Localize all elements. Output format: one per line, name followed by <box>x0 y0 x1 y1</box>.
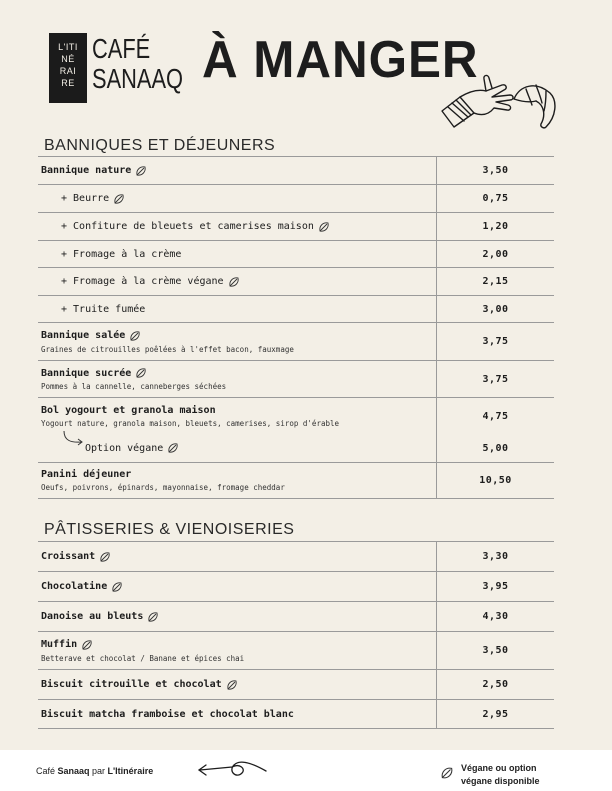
item-name-wrap <box>41 221 436 233</box>
cafe-brand-name <box>92 34 183 94</box>
menu-row <box>38 156 554 184</box>
menu-row <box>38 669 554 699</box>
item-name: Muffin <box>41 639 78 650</box>
item-name: Bannique salée <box>41 330 126 341</box>
item-name: Panini déjeuner <box>41 469 132 480</box>
item-name: Option végane <box>85 442 164 454</box>
leaf-icon <box>99 551 111 563</box>
brand-line-2: SANAAQ <box>92 63 184 94</box>
menu-row <box>38 397 554 434</box>
menu-row <box>38 360 554 397</box>
menu-row <box>38 699 554 729</box>
menu-row <box>38 601 554 631</box>
item-name-wrap <box>41 304 436 315</box>
logo-line: RE <box>61 78 75 88</box>
vegan-legend <box>461 762 540 788</box>
item-name: + Truite fumée <box>61 303 146 315</box>
item-name: Biscuit matcha framboise et chocolat blanc <box>41 708 294 720</box>
menu-row <box>38 631 554 669</box>
item-description: Pommes à la cannelle, canneberges séchées <box>41 382 227 391</box>
hand-croissant-illustration <box>440 55 560 135</box>
menu-row <box>38 462 554 499</box>
item-price: 4,75 <box>436 398 554 434</box>
item-name: + Beurre <box>61 193 110 204</box>
item-description: Betterave et chocolat / Banane et épices chai <box>41 653 245 663</box>
leaf-icon <box>440 766 454 780</box>
logo-line: L'ITI <box>58 42 78 52</box>
item-price: 3,00 <box>436 296 554 322</box>
footer-credit <box>36 766 153 776</box>
item-name-wrap <box>41 367 436 379</box>
item-name-wrap <box>41 405 436 416</box>
menu-row <box>38 267 554 295</box>
leaf-icon <box>81 639 93 651</box>
menu-table-banniques <box>38 156 554 499</box>
leaf-icon <box>129 330 141 342</box>
item-price: 2,15 <box>436 268 554 295</box>
item-price: 4,30 <box>436 602 554 631</box>
menu-row <box>38 571 554 601</box>
item-price: 3,50 <box>436 157 554 184</box>
item-name: Bannique nature <box>41 165 132 176</box>
itineraire-logo <box>49 33 87 103</box>
item-price: 3,75 <box>436 361 554 397</box>
item-name-wrap <box>41 442 436 454</box>
item-description: Oeufs, poivrons, épinards, mayonnaise, fromage cheddar <box>41 483 285 492</box>
item-name: + Confiture de bleuets et camerises maison <box>61 221 314 232</box>
item-price: 2,00 <box>436 241 554 267</box>
logo-line: RAI <box>59 66 77 76</box>
menu-row <box>38 322 554 360</box>
section-title-banniques: BANNIQUES ET DÉJEUNERS <box>44 137 276 154</box>
item-name: Chocolatine <box>41 581 108 592</box>
item-name: Bol yogourt et granola maison <box>41 404 216 416</box>
item-price: 3,95 <box>436 572 554 601</box>
menu-row <box>38 212 554 240</box>
leaf-icon <box>226 679 238 691</box>
footer-credit-brand: Sanaaq <box>57 766 90 776</box>
item-price: 2,50 <box>436 670 554 699</box>
item-name-wrap <box>41 581 436 593</box>
curly-arrow-icon <box>196 757 268 783</box>
menu-row <box>38 541 554 571</box>
menu-table-patisseries <box>38 541 554 729</box>
brand-line-1: CAFÉ <box>92 33 151 64</box>
item-name-wrap <box>41 551 436 563</box>
footer-credit-pre: Café <box>36 766 58 776</box>
item-name: + Fromage à la crème végane <box>61 276 224 287</box>
curved-arrow-icon <box>62 430 86 446</box>
leaf-icon <box>167 442 179 454</box>
item-name-wrap <box>41 165 436 177</box>
item-name-wrap <box>41 276 436 288</box>
item-price: 3,75 <box>436 323 554 360</box>
leaf-icon <box>111 581 123 593</box>
item-price: 3,50 <box>436 632 554 669</box>
item-name-wrap <box>41 249 436 260</box>
logo-line: NÉ <box>61 54 75 64</box>
item-price: 3,30 <box>436 542 554 571</box>
item-name-wrap <box>41 330 436 342</box>
menu-row <box>38 434 554 462</box>
page-title: À MANGER <box>202 31 479 89</box>
item-name-wrap <box>41 611 436 623</box>
legend-line-1: Végane ou option <box>461 763 537 773</box>
item-price: 0,75 <box>436 185 554 212</box>
menu-row <box>38 295 554 322</box>
leaf-icon <box>135 367 147 379</box>
menu-row <box>38 240 554 267</box>
footer-credit-org: L'Itinéraire <box>107 766 154 776</box>
item-name: Croissant <box>41 551 96 562</box>
footer-credit-mid: par <box>89 766 108 776</box>
item-name-wrap <box>41 193 436 205</box>
item-name: + Fromage à la crème <box>61 248 182 260</box>
item-price: 2,95 <box>436 700 554 728</box>
item-description: Graines de citrouilles poêlées à l'effet bacon, fauxmage <box>41 344 294 354</box>
item-price: 5,00 <box>436 434 554 462</box>
item-name: Biscuit citrouille et chocolat <box>41 679 222 690</box>
item-name-wrap <box>41 709 436 720</box>
item-description: Yogourt nature, granola maison, bleuets, camerises, sirop d'érable <box>41 418 340 428</box>
leaf-icon <box>113 193 125 205</box>
leaf-icon <box>318 221 330 233</box>
item-name-wrap <box>41 679 436 691</box>
section-title-patisseries: PÂTISSERIES & VIENOISERIES <box>44 521 295 538</box>
leaf-icon <box>147 611 159 623</box>
legend-line-2: végane disponible <box>461 776 540 786</box>
menu-row <box>38 184 554 212</box>
leaf-icon <box>135 165 147 177</box>
item-name-wrap <box>41 469 436 480</box>
item-price: 1,20 <box>436 213 554 240</box>
item-name: Danoise au bleuts <box>41 611 144 622</box>
item-name-wrap <box>41 639 436 651</box>
leaf-icon <box>228 276 240 288</box>
item-name: Bannique sucrée <box>41 367 132 379</box>
item-price: 10,50 <box>436 463 554 498</box>
